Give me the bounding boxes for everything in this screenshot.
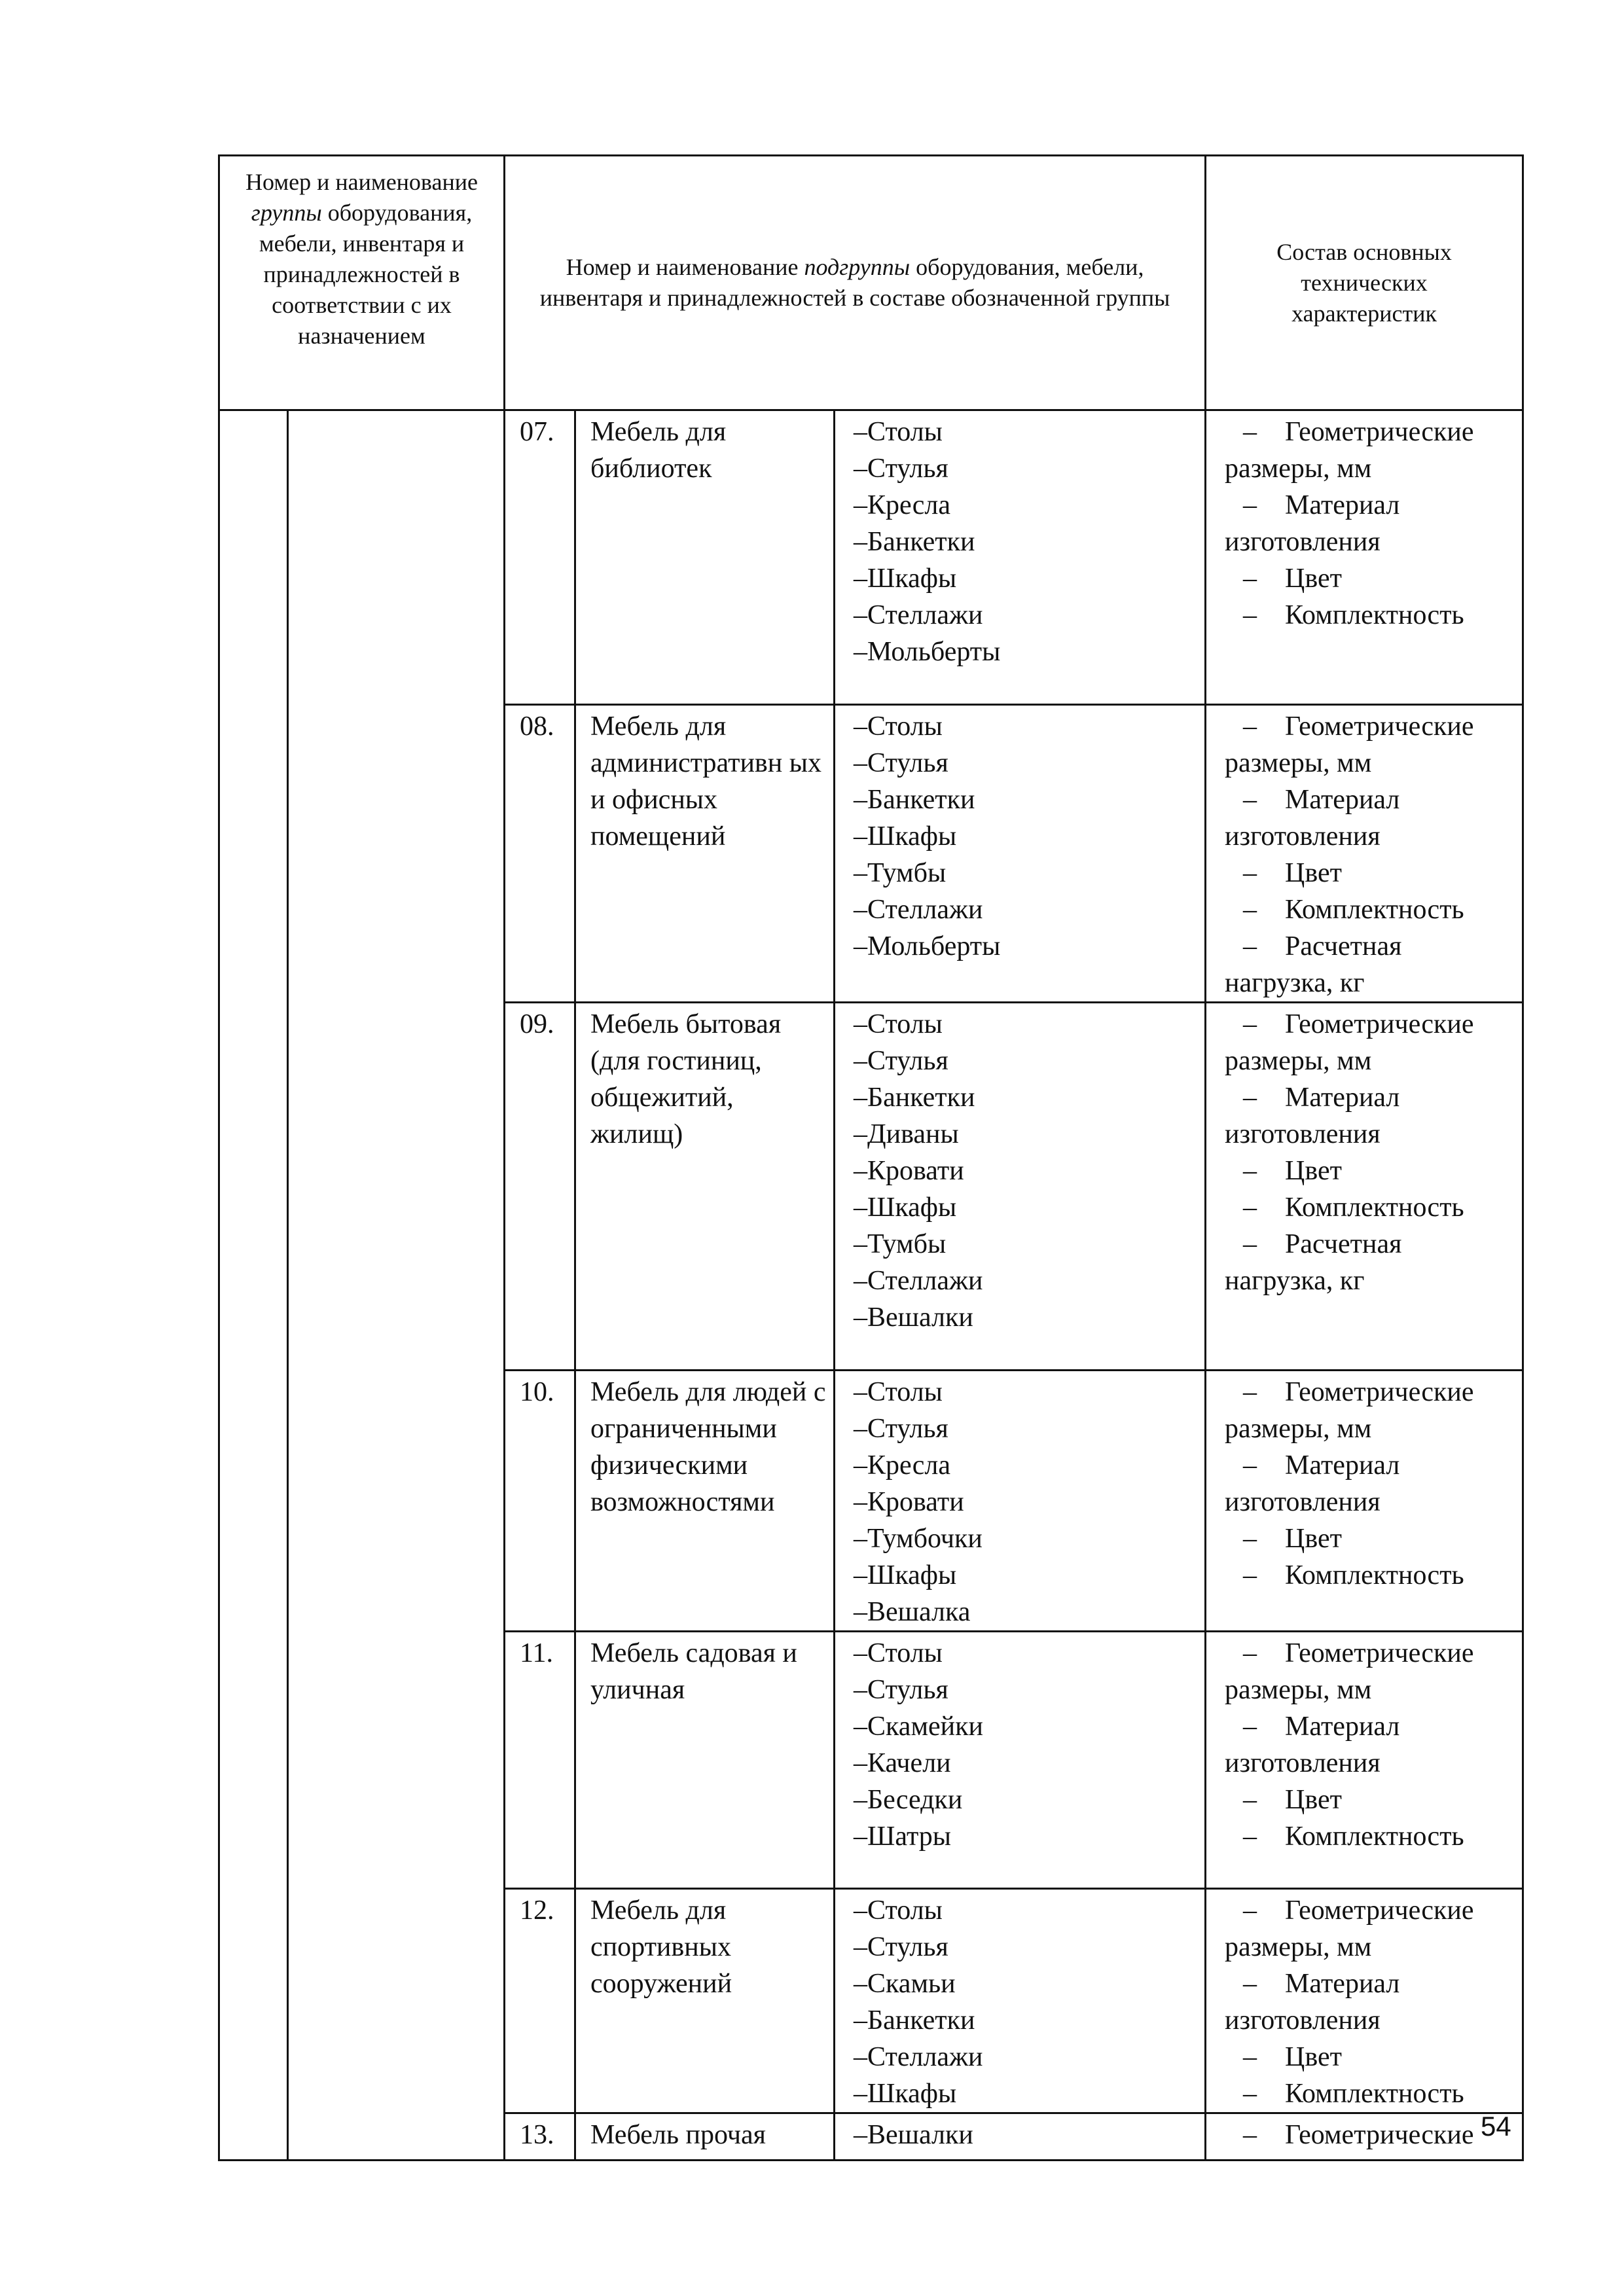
list-item: –Стулья — [854, 1932, 948, 1962]
characteristic-line — [1225, 414, 1514, 450]
characteristic-text: Цвет — [1285, 858, 1342, 888]
characteristic-dash: – — [1243, 490, 1257, 520]
characteristic-line — [1225, 1374, 1514, 1410]
list-item: –Диваны — [854, 1119, 959, 1149]
subgroup-name: Мебель бытовая (для гостиниц, общежитий, жилищ) — [575, 1003, 835, 1371]
characteristic-dash: – — [1243, 2042, 1257, 2072]
list-item: –Вешалки — [854, 2120, 973, 2150]
subgroup-name: Мебель для людей с ограниченными физическими возможностями — [575, 1371, 835, 1632]
list-item: –Стулья — [854, 454, 948, 484]
items-cell — [835, 705, 1206, 1003]
group-cell-empty — [219, 410, 288, 2161]
list-item: –Стулья — [854, 1414, 948, 1444]
list-item: –Столы — [854, 1377, 943, 1407]
characteristic-dash: – — [1243, 1524, 1257, 1554]
characteristic-text: размеры, мм — [1225, 1675, 1372, 1705]
characteristic-line — [1225, 1263, 1514, 1299]
list-item: –Столы — [854, 417, 943, 447]
subgroup-name: Мебель для библиотек — [575, 410, 835, 705]
list-item: –Шатры — [854, 1821, 952, 1852]
characteristic-text: изготовления — [1225, 2005, 1380, 2036]
characteristic-dash: – — [1243, 895, 1257, 925]
characteristic-line — [1225, 1006, 1514, 1043]
header-subgroup-emphasis: подгруппы — [804, 254, 911, 280]
group-name-cell-empty — [288, 410, 505, 2161]
items-cell — [835, 1003, 1206, 1371]
characteristic-text: Материал — [1285, 785, 1400, 815]
list-item: –Тумбы — [854, 1229, 947, 1259]
characteristic-text: Материал — [1285, 1969, 1400, 1999]
characteristic-text: размеры, мм — [1225, 454, 1372, 484]
characteristic-text: Цвет — [1285, 564, 1342, 594]
list-item: –Кровати — [854, 1156, 964, 1186]
characteristic-line — [1225, 781, 1514, 818]
characteristic-line — [1225, 928, 1514, 965]
characteristic-line — [1225, 560, 1514, 597]
characteristic-text: Комплектность — [1285, 1560, 1464, 1590]
list-item: –Мольберты — [854, 931, 1001, 961]
list-item: –Скамейки — [854, 1712, 984, 1742]
characteristic-line — [1225, 1079, 1514, 1116]
characteristic-line — [1225, 487, 1514, 524]
characteristic-line — [1225, 855, 1514, 891]
characteristic-text: Расчетная — [1285, 931, 1402, 961]
characteristic-line — [1225, 1189, 1514, 1226]
characteristic-text: Материал — [1285, 1083, 1400, 1113]
list-item: –Мольберты — [854, 637, 1001, 667]
list-item: –Вешалки — [854, 1302, 973, 1333]
characteristic-dash: – — [1243, 1560, 1257, 1590]
header-characteristics-cell — [1206, 156, 1523, 410]
list-item: –Тумбочки — [854, 1524, 983, 1554]
characteristic-line — [1225, 1447, 1514, 1484]
characteristic-line — [1225, 1745, 1514, 1782]
characteristic-text: Расчетная — [1285, 1229, 1402, 1259]
characteristic-text: Геометрические — [1285, 1895, 1474, 1926]
items-cell — [835, 410, 1206, 705]
characteristic-text: Комплектность — [1285, 2079, 1464, 2109]
characteristic-dash: – — [1243, 2120, 1257, 2150]
characteristic-line — [1225, 891, 1514, 928]
header-group-text-rest: оборудования, мебели, инвентаря и принадлежностей в соответствии с их назначением — [259, 200, 473, 349]
characteristic-dash: – — [1243, 2079, 1257, 2109]
characteristic-text: размеры, мм — [1225, 1414, 1372, 1444]
list-item: –Стулья — [854, 1675, 948, 1705]
table-row — [219, 410, 1523, 705]
subgroup-name: Мебель для административн ых и офисных помещений — [575, 705, 835, 1003]
characteristic-dash: – — [1243, 1785, 1257, 1815]
characteristic-line — [1225, 524, 1514, 560]
characteristics-cell — [1206, 410, 1523, 705]
characteristic-text: Геометрические — [1285, 1638, 1474, 1668]
list-item: –Стулья — [854, 748, 948, 778]
characteristic-dash: – — [1243, 600, 1257, 630]
list-item: –Шкафы — [854, 1193, 957, 1223]
characteristic-text: размеры, мм — [1225, 748, 1372, 778]
characteristic-text: нагрузка, кг — [1225, 1266, 1365, 1296]
items-cell — [835, 1371, 1206, 1632]
header-characteristics-text: Состав основных технических характеристик — [1276, 238, 1452, 327]
list-item: –Вешалка — [854, 1597, 971, 1627]
characteristic-text: размеры, мм — [1225, 1046, 1372, 1076]
characteristic-line — [1225, 745, 1514, 781]
characteristic-line — [1225, 597, 1514, 634]
list-item: –Шкафы — [854, 564, 957, 594]
characteristic-dash: – — [1243, 1638, 1257, 1668]
characteristics-cell — [1206, 2113, 1523, 2161]
characteristic-text: Цвет — [1285, 1785, 1342, 1815]
subgroup-number: 09. — [505, 1003, 575, 1371]
characteristic-line — [1225, 1818, 1514, 1855]
characteristic-line — [1225, 1557, 1514, 1594]
items-cell — [835, 2113, 1206, 2161]
characteristic-text: Комплектность — [1285, 600, 1464, 630]
list-item: –Банкетки — [854, 2005, 975, 2036]
characteristic-text: Цвет — [1285, 2042, 1342, 2072]
characteristic-line — [1225, 1635, 1514, 1672]
characteristic-line — [1225, 450, 1514, 487]
characteristic-text: нагрузка, кг — [1225, 968, 1365, 998]
list-item: –Банкетки — [854, 1083, 975, 1113]
list-item: –Столы — [854, 1638, 943, 1668]
characteristic-dash: – — [1243, 1156, 1257, 1186]
characteristic-line — [1225, 2075, 1514, 2112]
characteristics-cell — [1206, 1632, 1523, 1889]
characteristic-text: Геометрические — [1285, 417, 1474, 447]
characteristic-dash: – — [1243, 1377, 1257, 1407]
list-item: –Столы — [854, 1009, 943, 1039]
list-item: –Беседки — [854, 1785, 963, 1815]
list-item: –Кресла — [854, 1450, 950, 1480]
header-row — [219, 156, 1523, 410]
subgroup-name: Мебель для спортивных сооружений — [575, 1889, 835, 2113]
subgroup-number: 08. — [505, 705, 575, 1003]
characteristic-line — [1225, 2002, 1514, 2039]
subgroup-name: Мебель прочая — [575, 2113, 835, 2161]
characteristic-line — [1225, 2117, 1514, 2153]
characteristic-line — [1225, 1708, 1514, 1745]
subgroup-number: 07. — [505, 410, 575, 705]
header-group-emphasis: группы — [251, 200, 322, 226]
characteristic-line — [1225, 1153, 1514, 1189]
characteristics-cell — [1206, 1003, 1523, 1371]
characteristic-text: Материал — [1285, 490, 1400, 520]
characteristic-line — [1225, 1043, 1514, 1079]
characteristics-cell — [1206, 705, 1523, 1003]
characteristic-text: Материал — [1285, 1712, 1400, 1742]
list-item: –Кровати — [854, 1487, 964, 1517]
characteristic-line — [1225, 2039, 1514, 2075]
list-item: –Стеллажи — [854, 600, 983, 630]
characteristic-line — [1225, 1672, 1514, 1708]
characteristic-text: Геометрические — [1285, 711, 1474, 742]
subgroup-number: 12. — [505, 1889, 575, 2113]
page-number: 54 — [1481, 2111, 1511, 2142]
characteristic-dash: – — [1243, 1450, 1257, 1480]
equipment-table — [218, 154, 1524, 2161]
characteristic-text: изготовления — [1225, 527, 1380, 557]
list-item: –Кресла — [854, 490, 950, 520]
characteristic-dash: – — [1243, 1821, 1257, 1852]
characteristic-dash: – — [1243, 711, 1257, 742]
characteristic-line — [1225, 1484, 1514, 1520]
characteristic-dash: – — [1243, 1229, 1257, 1259]
characteristics-cell — [1206, 1371, 1523, 1632]
subgroup-number: 13. — [505, 2113, 575, 2161]
characteristic-dash: – — [1243, 785, 1257, 815]
characteristic-text: изготовления — [1225, 1748, 1380, 1778]
characteristic-dash: – — [1243, 417, 1257, 447]
characteristic-line — [1225, 1892, 1514, 1929]
characteristic-line — [1225, 1116, 1514, 1153]
list-item: –Стеллажи — [854, 2042, 983, 2072]
characteristic-dash: – — [1243, 1193, 1257, 1223]
characteristic-line — [1225, 1226, 1514, 1263]
list-item: –Банкетки — [854, 785, 975, 815]
list-item: –Тумбы — [854, 858, 947, 888]
characteristic-text: Цвет — [1285, 1156, 1342, 1186]
characteristic-dash: – — [1243, 931, 1257, 961]
characteristic-text: Геометрические — [1285, 1009, 1474, 1039]
characteristic-line — [1225, 818, 1514, 855]
list-item: –Столы — [854, 1895, 943, 1926]
characteristic-line — [1225, 708, 1514, 745]
characteristic-text: изготовления — [1225, 1487, 1380, 1517]
subgroup-number: 10. — [505, 1371, 575, 1632]
characteristic-dash: – — [1243, 1009, 1257, 1039]
characteristic-line — [1225, 965, 1514, 1001]
characteristic-text: изготовления — [1225, 1119, 1380, 1149]
characteristic-line — [1225, 1929, 1514, 1965]
characteristic-text: Комплектность — [1285, 895, 1464, 925]
items-cell — [835, 1889, 1206, 2113]
characteristic-text: Геометрические — [1285, 2120, 1474, 2150]
characteristic-line — [1225, 1965, 1514, 2002]
list-item: –Стеллажи — [854, 895, 983, 925]
characteristic-dash: – — [1243, 858, 1257, 888]
header-group-text: Номер и наименование — [245, 169, 478, 195]
characteristic-text: Цвет — [1285, 1524, 1342, 1554]
list-item: –Стеллажи — [854, 1266, 983, 1296]
characteristic-text: изготовления — [1225, 821, 1380, 852]
characteristic-line — [1225, 1782, 1514, 1818]
characteristic-text: размеры, мм — [1225, 1932, 1372, 1962]
header-subgroup-cell — [505, 156, 1206, 410]
characteristic-dash: – — [1243, 1712, 1257, 1742]
list-item: –Стулья — [854, 1046, 948, 1076]
list-item: –Шкафы — [854, 1560, 957, 1590]
characteristic-dash: – — [1243, 564, 1257, 594]
subgroup-number: 11. — [505, 1632, 575, 1889]
subgroup-name: Мебель садовая и уличная — [575, 1632, 835, 1889]
header-subgroup-text-rest: оборудования, мебели, инвентаря и принадлежностей в составе обозначенной группы — [539, 254, 1170, 311]
characteristic-text: Геометрические — [1285, 1377, 1474, 1407]
characteristic-dash: – — [1243, 1895, 1257, 1926]
characteristic-dash: – — [1243, 1083, 1257, 1113]
header-group-cell — [219, 156, 505, 410]
characteristic-dash: – — [1243, 1969, 1257, 1999]
header-subgroup-text: Номер и наименование — [566, 254, 804, 280]
characteristic-text: Материал — [1285, 1450, 1400, 1480]
list-item: –Шкафы — [854, 821, 957, 852]
list-item: –Скамьи — [854, 1969, 956, 1999]
items-cell — [835, 1632, 1206, 1889]
list-item: –Столы — [854, 711, 943, 742]
list-item: –Банкетки — [854, 527, 975, 557]
list-item: –Качели — [854, 1748, 951, 1778]
characteristics-cell — [1206, 1889, 1523, 2113]
characteristic-line — [1225, 1410, 1514, 1447]
list-item: –Шкафы — [854, 2079, 957, 2109]
characteristic-line — [1225, 1520, 1514, 1557]
characteristic-text: Комплектность — [1285, 1193, 1464, 1223]
characteristic-text: Комплектность — [1285, 1821, 1464, 1852]
